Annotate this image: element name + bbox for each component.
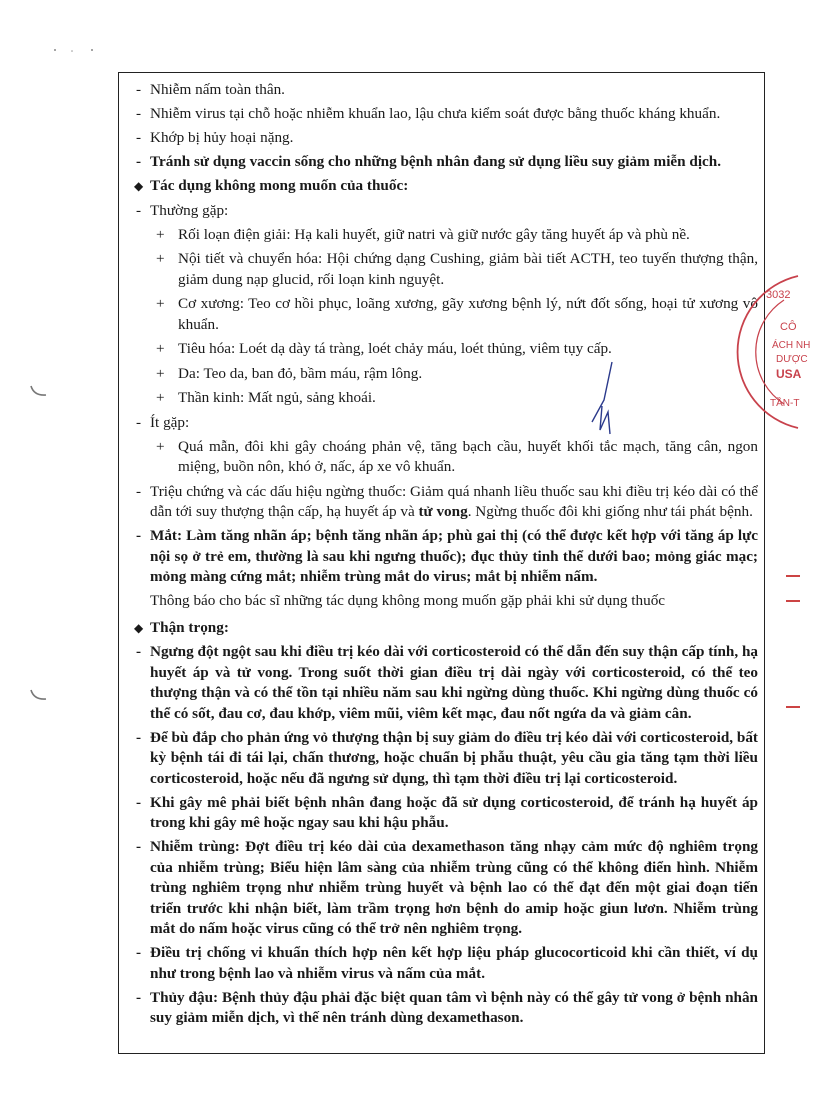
contraindication-item: - Nhiễm nấm toàn thân. xyxy=(136,80,758,101)
precautions-heading xyxy=(134,618,758,639)
seal-text: ÁCH NH xyxy=(772,340,811,351)
precaution-item: - Nhiễm trùng: Đợt điều trị kéo dài của dexamethason tăng nhạy cảm mức độ nghiêm trọng của nhiễm trùng; Biểu hiện lâm sàng của nhiễm trùng cũng có thể không điển hình. Nhiễm trùng nghiêm trọng như nhiễm trùng huyết và bệnh lao có thể đạt đến một giai đoạn tiến triển trước khi nhận biết, làm trầm trọng hơn bệnh do amip hoặc giun lươn. Nhiễm trùng mắt do nấm hoặc virus cũng có thể trở nên nghiêm trọng. xyxy=(136,837,758,940)
eye-effects: - Mắt: Làm tăng nhãn áp; bệnh tăng nhãn áp; phù gai thị (có thể được kết hợp với tăng áp lực nội sọ ở trẻ em, thường là sau khi ngưng thuốc); đục thủy tinh thể dưới bao; mỏng giác mạc; mỏng màng cứng mắt; nhiễm trùng mắt do virus; mắt bị nhiễm nấm. xyxy=(136,526,758,588)
precaution-item: - Để bù đắp cho phản ứng vỏ thượng thận bị suy giảm do điều trị kéo dài với corticosteroid, bất kỳ bệnh tái đi tái lại, chấn thương, hoặc chuẩn bị phẫu thuật, yêu cầu gia tăng tạm thời liều corticosteroid, hoặc nếu đã ngưng sử dụng, thì tạm thời điều trị lại corticosteroid. xyxy=(136,728,758,790)
rare-effect: + Quá mẫn, đôi khi gây choáng phản vệ, tăng bạch cầu, huyết khối tắc mạch, tăng cân, ngon miệng, buồn nôn, khó ở, nấc, áp xe vô khuẩn. xyxy=(136,437,758,478)
precautions-heading-text: Thận trọng: xyxy=(150,618,229,636)
common-effect: + Thần kinh: Mất ngủ, sảng khoái. xyxy=(136,388,758,409)
report-note: Thông báo cho bác sĩ những tác dụng không mong muốn gặp phải khi sử dụng thuốc xyxy=(150,592,666,609)
seal-text: 3032 xyxy=(766,289,791,301)
precaution-item: - Ngưng đột ngột sau khi điều trị kéo dài với corticosteroid có thể dẫn đến suy thận cấp tính, hạ huyết áp và tử vong. Trong suốt thời gian điều trị dài ngày với corticosteroid, có thể teo thượng thận và có thể tồn tại nhiều năm sau khi ngừng dùng thuốc. Khi ngừng dùng thuốc có thể có sốt, đau cơ, đau khớp, viêm mũi, viêm kết mạc, đau nốt ngứa da và giảm cân. xyxy=(136,642,758,724)
withdrawal-text-pre: Triệu chứng và các dấu hiệu ngừng thuốc: Giảm quá nhanh liều thuốc sau khi điều trị kéo dài có thể dẫn tới suy thượng thận cấp, hạ huyết áp và xyxy=(150,482,758,520)
precaution-item: - Thủy đậu: Bệnh thủy đậu phải đặc biệt quan tâm vì bệnh này có thể gây tử vong ở bệnh nhân suy giảm miễn dịch, vì thế nên tránh dùng dexamethason. xyxy=(136,988,758,1029)
seal-text: TẦN-T xyxy=(770,398,800,409)
common-label: - Thường gặp: xyxy=(136,201,758,222)
withdrawal-text-bold: tử vong xyxy=(418,503,468,520)
side-effects-heading xyxy=(134,176,758,197)
precaution-item: - Khi gây mê phải biết bệnh nhân đang hoặc đã sử dụng corticosteroid, để tránh hạ huyết áp trong khi gây mê hoặc ngay sau khi hậu phẫu. xyxy=(136,793,758,834)
common-effect: + Cơ xương: Teo cơ hồi phục, loãng xương, gãy xương bệnh lý, nứt đốt sống, hoại tử xương vô khuẩn. xyxy=(136,294,758,335)
common-effect: + Tiêu hóa: Loét dạ dày tá tràng, loét chảy máu, loét thủng, viêm tụy cấp. xyxy=(136,339,758,360)
withdrawal-symptoms xyxy=(136,482,758,523)
punch-hole-bottom xyxy=(28,682,50,704)
punch-hole-top xyxy=(28,378,50,400)
diamond-bullet-icon: ◆ xyxy=(134,179,144,193)
rare-label: - Ít gặp: xyxy=(136,413,758,434)
vaccine-warning: - Tránh sử dụng vaccin sống cho những bệnh nhân đang sử dụng liều suy giảm miễn dịch. xyxy=(136,152,758,173)
common-effect: + Da: Teo da, ban đỏ, bầm máu, rậm lông. xyxy=(136,364,758,385)
seal-text: CÔ xyxy=(780,321,797,333)
seal-text: DƯỢC xyxy=(776,354,808,365)
side-effects-heading-text: Tác dụng không mong muốn của thuốc: xyxy=(150,177,409,194)
withdrawal-text-post: . Ngừng thuốc đôi khi giống như tái phát bệnh. xyxy=(467,503,753,520)
company-seal-stamp xyxy=(758,272,836,432)
seal-graphic xyxy=(758,272,836,432)
contraindication-item: - Nhiễm virus tại chỗ hoặc nhiễm khuẩn lao, lậu chưa kiểm soát được bằng thuốc kháng khuẩn. xyxy=(136,104,758,125)
edge-mark xyxy=(786,600,800,602)
diamond-bullet-icon: ◆ xyxy=(134,620,144,635)
common-effect: + Rối loạn điện giải: Hạ kali huyết, giữ natri và giữ nước gây tăng huyết áp và phù nề. xyxy=(136,225,758,246)
seal-text: USA xyxy=(776,367,802,381)
edge-mark xyxy=(786,575,800,577)
handwritten-signature xyxy=(582,360,622,440)
document-body xyxy=(136,80,758,1032)
scan-dots xyxy=(50,42,110,60)
scan-dots-graphic xyxy=(50,45,110,55)
contraindication-item: - Khớp bị hủy hoại nặng. xyxy=(136,128,758,149)
edge-mark xyxy=(786,706,800,708)
common-effect: + Nội tiết và chuyển hóa: Hội chứng dạng Cushing, giảm bài tiết ACTH, teo tuyến thượng thận, giảm dung nạp glucid, rối loạn kinh nguyệt. xyxy=(136,249,758,290)
precaution-item: - Điều trị chống vi khuẩn thích hợp nên kết hợp liệu pháp glucocorticoid khi cần thiết, ví dụ như trong bệnh lao và nhiễm virus và nấm của mắt. xyxy=(136,943,758,984)
